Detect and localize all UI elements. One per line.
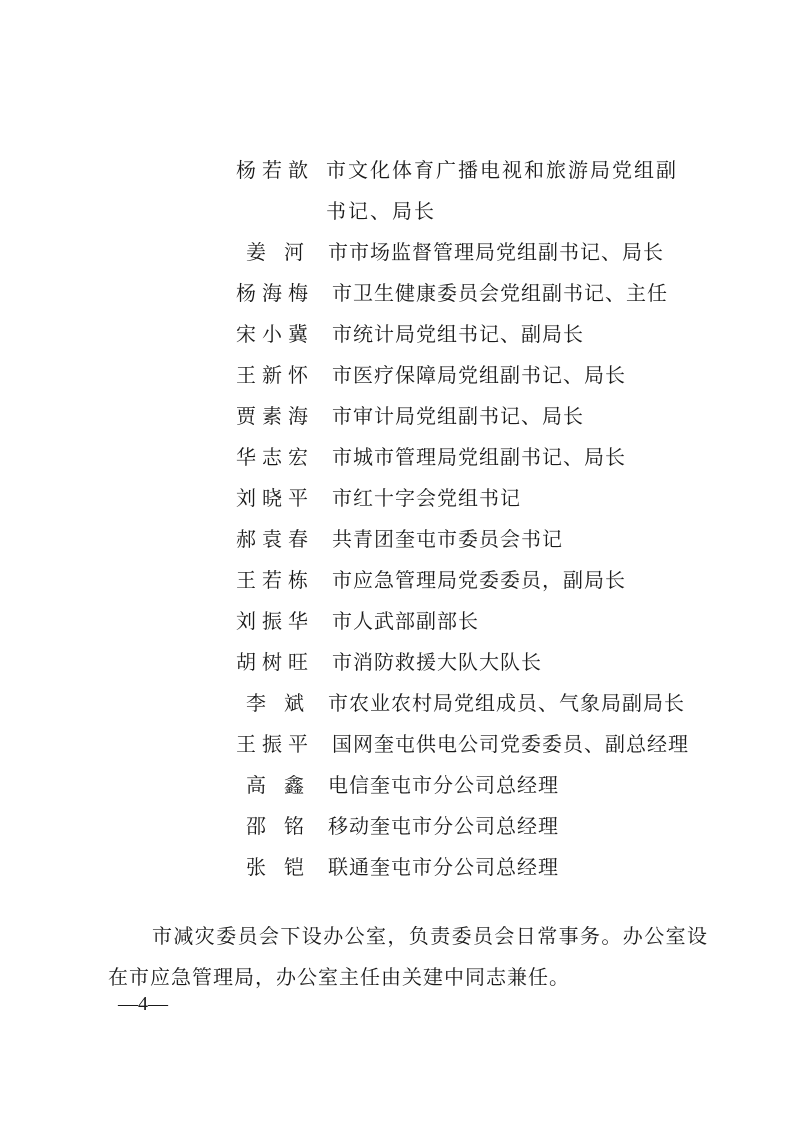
member-name: 刘晓平 (236, 486, 308, 510)
member-name: 张铠 (246, 855, 304, 879)
member-row (236, 232, 706, 273)
member-title: 移动奎屯市分公司总经理 (328, 814, 559, 838)
member-row (236, 355, 706, 396)
member-title: 市文化体育广播电视和旅游局党组副书记、局长 (326, 158, 678, 223)
member-row (236, 396, 706, 437)
member-title: 电信奎屯市分公司总经理 (328, 773, 559, 797)
member-name: 姜河 (246, 240, 304, 264)
member-title: 共青团奎屯市委员会书记 (332, 527, 563, 551)
member-row (236, 765, 706, 806)
member-row (236, 642, 706, 683)
office-paragraph: 市减灾委员会下设办公室，负责委员会日常事务。办公室设在市应急管理局，办公室主任由关建中同志兼任。 (108, 924, 708, 989)
member-name: 宋小冀 (236, 322, 308, 346)
member-title: 国网奎屯供电公司党委委员、副总经理 (332, 732, 689, 756)
member-name: 华志宏 (236, 445, 308, 469)
member-row (236, 519, 706, 560)
member-title: 联通奎屯市分公司总经理 (328, 855, 559, 879)
member-row (236, 478, 706, 519)
member-name: 李斌 (246, 691, 304, 715)
member-title: 市审计局党组副书记、局长 (332, 404, 584, 428)
member-title: 市统计局党组书记、副局长 (332, 322, 584, 346)
member-row (236, 560, 706, 601)
member-title: 市消防救援大队大队长 (332, 650, 542, 674)
member-title: 市医疗保障局党组副书记、局长 (332, 363, 626, 387)
member-row (236, 437, 706, 478)
member-row (236, 273, 706, 314)
member-title: 市城市管理局党组副书记、局长 (332, 445, 626, 469)
member-row (236, 601, 706, 642)
member-row (236, 847, 706, 888)
member-name: 高鑫 (246, 773, 304, 797)
member-name: 胡树旺 (236, 650, 308, 674)
member-title: 市市场监督管理局党组副书记、局长 (328, 240, 664, 264)
page-number: —4— (118, 993, 168, 1015)
member-name: 王振平 (236, 732, 308, 756)
member-name: 王若栋 (236, 568, 308, 592)
member-title: 市人武部副部长 (332, 609, 479, 633)
member-name: 杨海梅 (236, 281, 308, 305)
member-title: 市应急管理局党委委员，副局长 (332, 568, 626, 592)
member-name: 郝袁春 (236, 527, 308, 551)
member-row (236, 150, 706, 232)
member-row (236, 724, 706, 765)
member-name: 贾素海 (236, 404, 308, 428)
member-title: 市红十字会党组书记 (332, 486, 521, 510)
member-name: 王新怀 (236, 363, 308, 387)
member-title: 市卫生健康委员会党组副书记、主任 (332, 281, 668, 305)
member-row (236, 683, 706, 724)
member-title: 市农业农村局党组成员、气象局副局长 (328, 691, 685, 715)
member-name: 刘振华 (236, 609, 308, 633)
member-row (236, 314, 706, 355)
member-name: 杨若歆 (236, 158, 308, 182)
member-row (236, 806, 706, 847)
member-name: 邵铭 (246, 814, 304, 838)
member-list (236, 150, 706, 888)
